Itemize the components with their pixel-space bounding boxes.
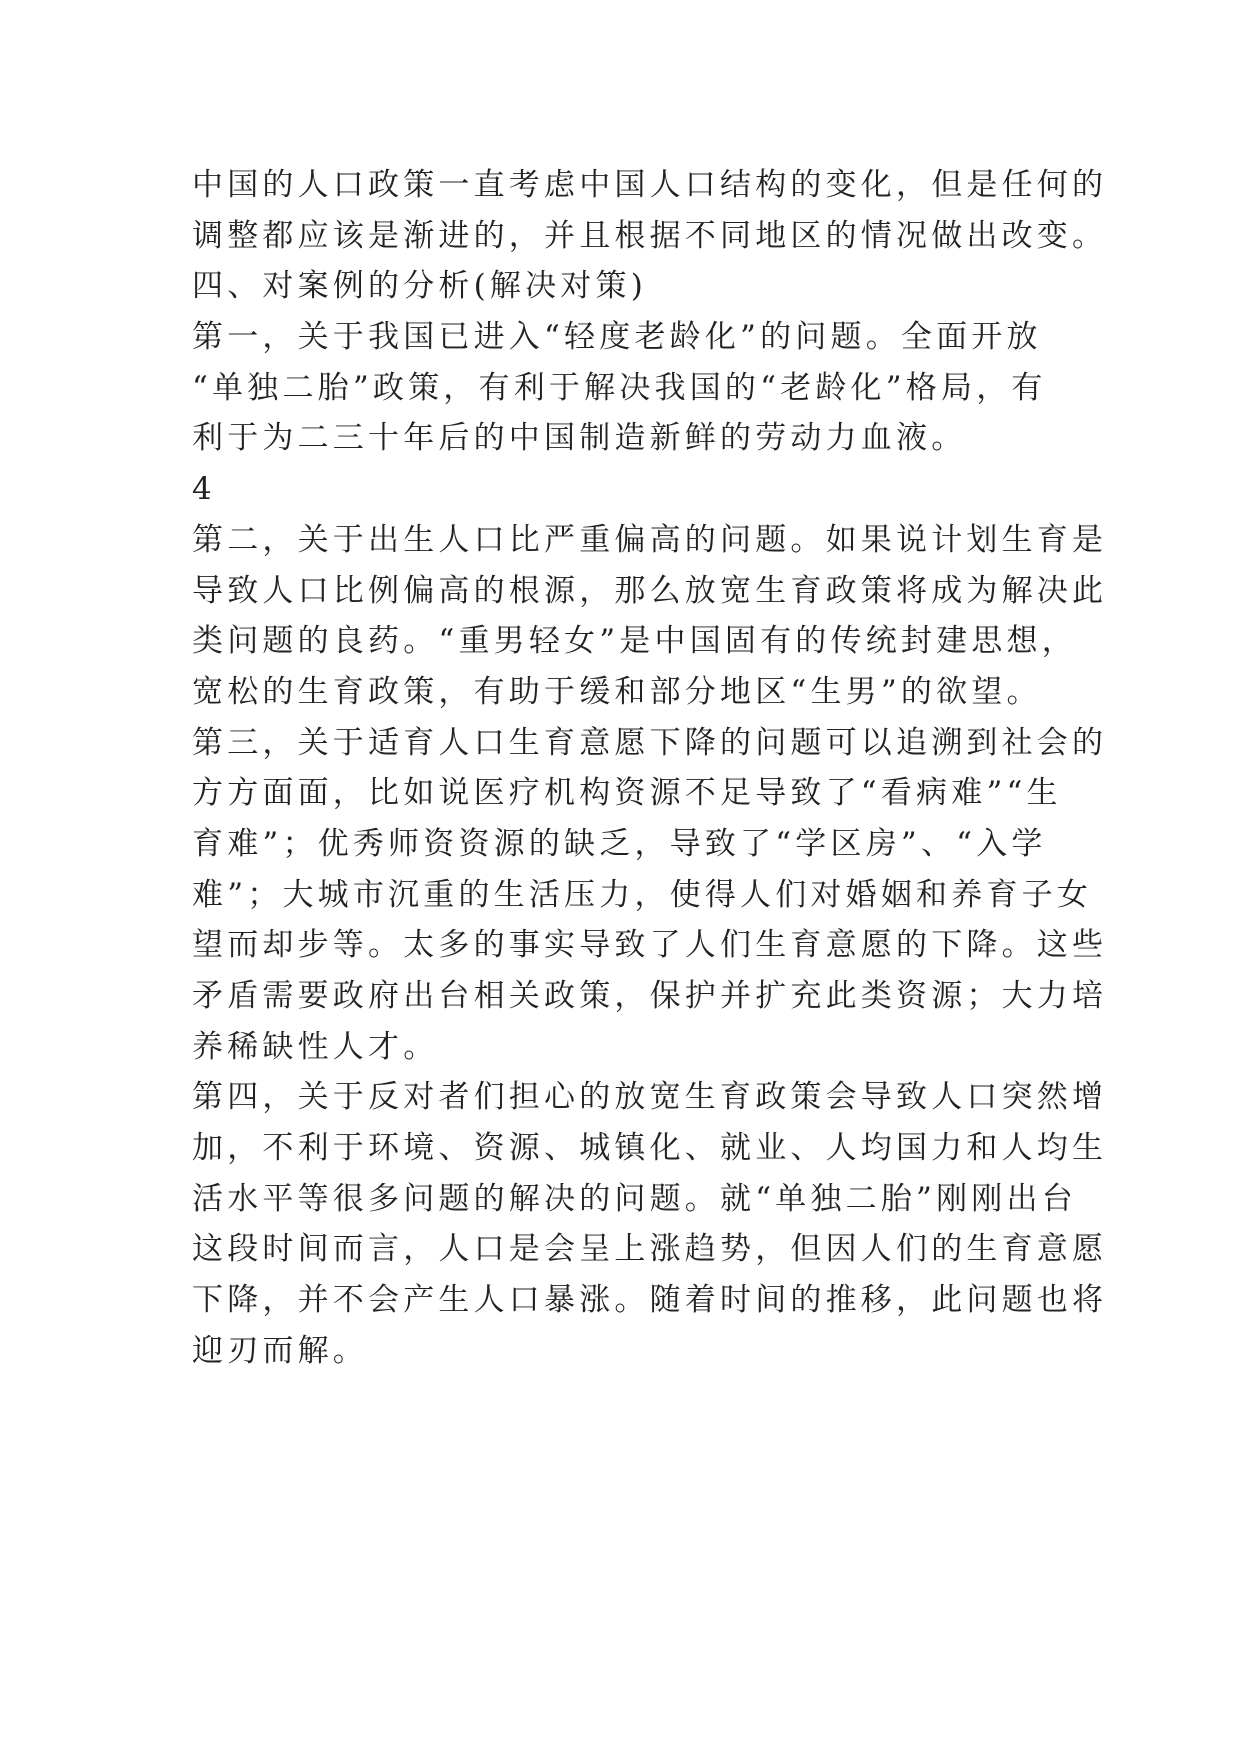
text-line: 第四，关于反对者们担心的放宽生育政策会导致人口突然增 xyxy=(192,1079,1108,1116)
section-heading: 四、对案例的分析(解决对策) xyxy=(192,268,647,305)
text-line: 加，不利于环境、资源、城镇化、就业、人均国力和人均生 xyxy=(192,1130,1108,1167)
text-line: 这段时间而言，人口是会呈上涨趋势，但因人们的生育意愿 xyxy=(192,1231,1108,1268)
document-body xyxy=(192,160,1108,1377)
page-number: 4 xyxy=(192,471,216,508)
text-line: 难”；大城市沉重的生活压力，使得人们对婚姻和养育子女 xyxy=(192,876,1093,913)
text-line: 第二，关于出生人口比严重偏高的问题。如果说计划生育是 xyxy=(192,521,1108,558)
text-line: 养稀缺性人才。 xyxy=(192,1028,439,1065)
text-line: 矛盾需要政府出台相关政策，保护并扩充此类资源；大力培 xyxy=(192,978,1108,1014)
text-line: 第三，关于适育人口生育意愿下降的问题可以追溯到社会的 xyxy=(192,724,1108,761)
text-line: 利于为二三十年后的中国制造新鲜的劳动力血液。 xyxy=(192,420,967,457)
text-line: 导致人口比例偏高的根源，那么放宽生育政策将成为解决此 xyxy=(192,572,1108,609)
text-line: 望而却步等。太多的事实导致了人们生育意愿的下降。这些 xyxy=(192,927,1108,964)
text-line: 调整都应该是渐进的，并且根据不同地区的情况做出改变。 xyxy=(192,217,1108,254)
text-line: 方方面面，比如说医疗机构资源不足导致了“看病难”“生 xyxy=(192,775,1062,812)
text-line: 类问题的良药。“重男轻女”是中国固有的传统封建思想， xyxy=(192,623,1077,660)
text-line: 育难”；优秀师资资源的缺乏，导致了“学区房”、“入学 xyxy=(192,825,1047,862)
text-line: 活水平等很多问题的解决的问题。就“单独二胎”刚刚出台 xyxy=(192,1180,1077,1217)
text-line: 宽松的生育政策，有助于缓和部分地区“生男”的欲望。 xyxy=(192,673,1042,710)
text-line: 第一，关于我国已进入“轻度老龄化”的问题。全面开放 xyxy=(192,319,1042,356)
text-line: “单独二胎”政策，有利于解决我国的“老龄化”格局，有 xyxy=(192,369,1047,406)
text-line: 迎刃而解。 xyxy=(192,1332,368,1369)
text-line: 中国的人口政策一直考虑中国人口结构的变化，但是任何的 xyxy=(192,167,1108,203)
text-line: 下降，并不会产生人口暴涨。随着时间的推移，此问题也将 xyxy=(192,1282,1108,1319)
